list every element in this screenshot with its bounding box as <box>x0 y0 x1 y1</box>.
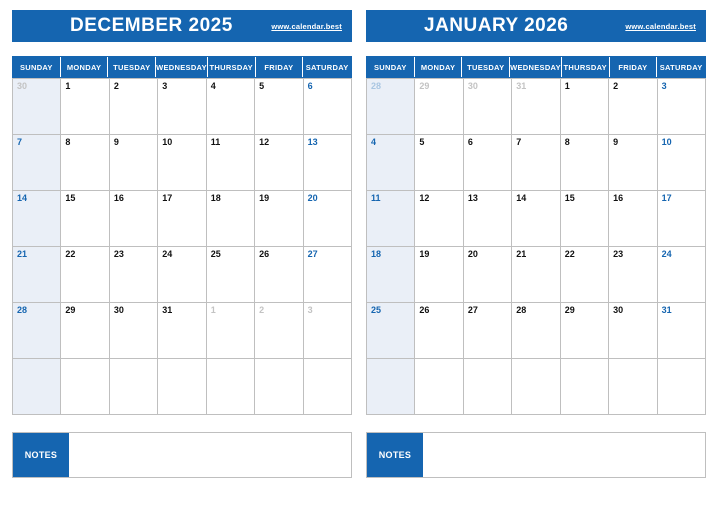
day-cell[interactable] <box>415 191 463 247</box>
weekday-tuesday: TUESDAY <box>108 57 156 77</box>
day-cell[interactable] <box>158 191 206 247</box>
weekday-thursday: THURSDAY <box>562 57 610 77</box>
weekday-friday: FRIDAY <box>256 57 304 77</box>
day-number: 30 <box>467 81 478 91</box>
day-number: 4 <box>210 81 216 91</box>
day-number: 31 <box>162 305 173 315</box>
day-cell[interactable] <box>609 135 657 191</box>
day-number: 8 <box>564 137 570 147</box>
weekday-thursday: THURSDAY <box>208 57 256 77</box>
day-number: 3 <box>307 305 313 315</box>
day-cell[interactable] <box>158 247 206 303</box>
day-cell[interactable] <box>658 191 706 247</box>
day-number: 5 <box>259 81 265 91</box>
day-cell[interactable] <box>207 303 255 359</box>
day-cell[interactable] <box>207 79 255 135</box>
day-number: 27 <box>467 305 478 315</box>
day-cell[interactable] <box>367 135 415 191</box>
day-number: 16 <box>613 193 624 203</box>
day-cell[interactable] <box>367 359 415 415</box>
day-cell[interactable] <box>512 359 560 415</box>
weekday-sunday: SUNDAY <box>13 57 61 77</box>
day-number: 31 <box>661 305 672 315</box>
day-cell[interactable] <box>464 247 512 303</box>
day-cell[interactable] <box>255 303 303 359</box>
day-number: 7 <box>516 137 522 147</box>
day-cell[interactable] <box>110 247 158 303</box>
day-cell[interactable] <box>61 79 109 135</box>
day-number: 2 <box>113 81 119 91</box>
notes-writing-area[interactable] <box>423 433 705 477</box>
notes-writing-area[interactable] <box>69 433 351 477</box>
day-number: 28 <box>371 81 382 91</box>
day-cell[interactable] <box>207 191 255 247</box>
day-cell[interactable] <box>158 303 206 359</box>
month-header <box>366 10 706 42</box>
day-cell[interactable] <box>13 79 61 135</box>
day-number: 21 <box>17 249 28 259</box>
day-cell[interactable] <box>561 79 609 135</box>
website-link[interactable]: www.calendar.best <box>625 21 696 31</box>
day-number: 11 <box>210 137 221 147</box>
day-cell[interactable] <box>561 135 609 191</box>
day-number: 20 <box>307 193 318 203</box>
day-cell[interactable] <box>158 359 206 415</box>
day-number: 14 <box>516 193 527 203</box>
weekday-saturday: SATURDAY <box>305 63 349 72</box>
day-cell[interactable] <box>658 247 706 303</box>
day-cell[interactable] <box>255 359 303 415</box>
day-cell[interactable] <box>61 191 109 247</box>
day-cell[interactable] <box>158 135 206 191</box>
day-number: 30 <box>113 305 124 315</box>
day-number: 19 <box>259 193 270 203</box>
day-cell[interactable] <box>464 303 512 359</box>
month-title: JANUARY 2026 <box>424 15 569 36</box>
day-cell[interactable] <box>255 135 303 191</box>
day-number: 6 <box>307 81 313 91</box>
day-cell[interactable] <box>61 303 109 359</box>
day-number: 22 <box>65 249 76 259</box>
day-number: 26 <box>419 305 430 315</box>
day-cell[interactable] <box>609 359 657 415</box>
day-cell[interactable] <box>367 303 415 359</box>
day-number: 24 <box>162 249 173 259</box>
website-link[interactable]: www.calendar.best <box>271 21 342 31</box>
day-cell[interactable] <box>13 191 61 247</box>
day-cell[interactable] <box>464 191 512 247</box>
day-number: 31 <box>516 81 527 91</box>
day-number: 5 <box>419 137 425 147</box>
day-number: 21 <box>516 249 527 259</box>
notes-label: NOTES <box>367 433 423 477</box>
month-title: DECEMBER 2025 <box>70 15 233 36</box>
day-cell[interactable] <box>609 79 657 135</box>
day-number: 29 <box>419 81 430 91</box>
day-cell[interactable] <box>658 303 706 359</box>
day-number: 3 <box>661 81 667 91</box>
day-cell[interactable] <box>561 247 609 303</box>
day-number: 13 <box>307 137 318 147</box>
day-cell[interactable] <box>464 79 512 135</box>
day-number: 15 <box>65 193 76 203</box>
day-cell[interactable] <box>367 79 415 135</box>
day-number: 23 <box>613 249 624 259</box>
day-number: 20 <box>467 249 478 259</box>
month-header <box>12 10 352 42</box>
day-number: 13 <box>467 193 478 203</box>
day-cell[interactable] <box>415 359 463 415</box>
day-cell[interactable] <box>110 359 158 415</box>
day-number: 25 <box>210 249 221 259</box>
day-number: 2 <box>613 81 619 91</box>
day-cell[interactable] <box>110 303 158 359</box>
day-number: 4 <box>371 137 377 147</box>
day-number: 10 <box>661 137 672 147</box>
weekday-friday: FRIDAY <box>610 57 658 77</box>
day-cell[interactable] <box>255 247 303 303</box>
day-cell[interactable] <box>110 191 158 247</box>
weekday-wednesday: WEDNESDAY <box>156 57 208 77</box>
day-number: 1 <box>210 305 216 315</box>
day-number: 9 <box>613 137 619 147</box>
day-cell[interactable] <box>609 191 657 247</box>
day-cell[interactable] <box>512 79 560 135</box>
day-cell[interactable] <box>415 79 463 135</box>
day-cell[interactable] <box>464 135 512 191</box>
day-number: 11 <box>371 193 381 203</box>
day-cell[interactable] <box>367 247 415 303</box>
day-cell[interactable] <box>13 247 61 303</box>
day-number: 14 <box>17 193 28 203</box>
day-cell[interactable] <box>415 135 463 191</box>
day-number: 12 <box>419 193 430 203</box>
day-cell[interactable] <box>13 303 61 359</box>
day-number: 28 <box>516 305 527 315</box>
day-cell[interactable] <box>304 135 352 191</box>
day-grid <box>366 78 706 415</box>
day-cell[interactable] <box>304 79 352 135</box>
day-number: 30 <box>613 305 624 315</box>
day-cell[interactable] <box>255 191 303 247</box>
weekday-tuesday: TUESDAY <box>462 57 510 77</box>
day-number: 23 <box>113 249 124 259</box>
day-number: 12 <box>259 137 270 147</box>
day-cell[interactable] <box>415 247 463 303</box>
day-number: 7 <box>17 137 23 147</box>
day-cell[interactable] <box>609 247 657 303</box>
month-block-december <box>12 10 352 503</box>
weekday-wednesday: WEDNESDAY <box>510 57 562 77</box>
month-block-january <box>366 10 706 503</box>
day-cell[interactable] <box>367 191 415 247</box>
day-number: 1 <box>564 81 570 91</box>
day-number: 18 <box>210 193 221 203</box>
day-number: 24 <box>661 249 672 259</box>
weekday-sunday: SUNDAY <box>367 57 415 77</box>
day-cell[interactable] <box>207 247 255 303</box>
day-cell[interactable] <box>512 303 560 359</box>
day-number: 8 <box>65 137 71 147</box>
day-number: 17 <box>661 193 672 203</box>
day-number: 26 <box>259 249 270 259</box>
day-cell[interactable] <box>512 135 560 191</box>
day-number: 18 <box>371 249 382 259</box>
day-cell[interactable] <box>61 359 109 415</box>
day-cell[interactable] <box>207 135 255 191</box>
day-number: 25 <box>371 305 382 315</box>
day-number: 9 <box>113 137 119 147</box>
day-number: 30 <box>17 81 28 91</box>
day-number: 15 <box>564 193 575 203</box>
weekday-header-row <box>366 56 706 78</box>
day-number: 10 <box>162 137 173 147</box>
day-number: 22 <box>564 249 575 259</box>
day-cell[interactable] <box>110 79 158 135</box>
day-cell[interactable] <box>561 303 609 359</box>
weekday-saturday: SATURDAY <box>659 63 703 72</box>
day-cell[interactable] <box>658 79 706 135</box>
day-grid <box>12 78 352 415</box>
day-cell[interactable] <box>110 135 158 191</box>
weekday-monday: MONDAY <box>415 57 463 77</box>
day-cell[interactable] <box>415 303 463 359</box>
day-cell[interactable] <box>158 79 206 135</box>
day-cell[interactable] <box>13 135 61 191</box>
day-number: 19 <box>419 249 430 259</box>
day-number: 17 <box>162 193 173 203</box>
day-cell[interactable] <box>304 359 352 415</box>
day-number: 28 <box>17 305 28 315</box>
day-number: 29 <box>564 305 575 315</box>
day-cell[interactable] <box>561 191 609 247</box>
day-cell[interactable] <box>464 359 512 415</box>
day-cell[interactable] <box>255 79 303 135</box>
notes-label: NOTES <box>13 433 69 477</box>
day-cell[interactable] <box>61 247 109 303</box>
day-cell[interactable] <box>512 247 560 303</box>
day-cell[interactable] <box>304 191 352 247</box>
weekday-monday: MONDAY <box>61 57 109 77</box>
day-cell[interactable] <box>561 359 609 415</box>
day-cell[interactable] <box>609 303 657 359</box>
notes-box <box>12 432 352 478</box>
day-cell[interactable] <box>13 359 61 415</box>
day-number: 2 <box>259 305 265 315</box>
day-cell[interactable] <box>658 135 706 191</box>
day-cell[interactable] <box>658 359 706 415</box>
day-number: 6 <box>467 137 473 147</box>
day-number: 16 <box>113 193 124 203</box>
day-cell[interactable] <box>207 359 255 415</box>
notes-box <box>366 432 706 478</box>
day-cell[interactable] <box>304 247 352 303</box>
day-cell[interactable] <box>512 191 560 247</box>
day-number: 27 <box>307 249 318 259</box>
day-number: 29 <box>65 305 76 315</box>
day-number: 1 <box>65 81 71 91</box>
day-cell[interactable] <box>304 303 352 359</box>
weekday-header-row <box>12 56 352 78</box>
day-cell[interactable] <box>61 135 109 191</box>
day-number: 3 <box>162 81 168 91</box>
